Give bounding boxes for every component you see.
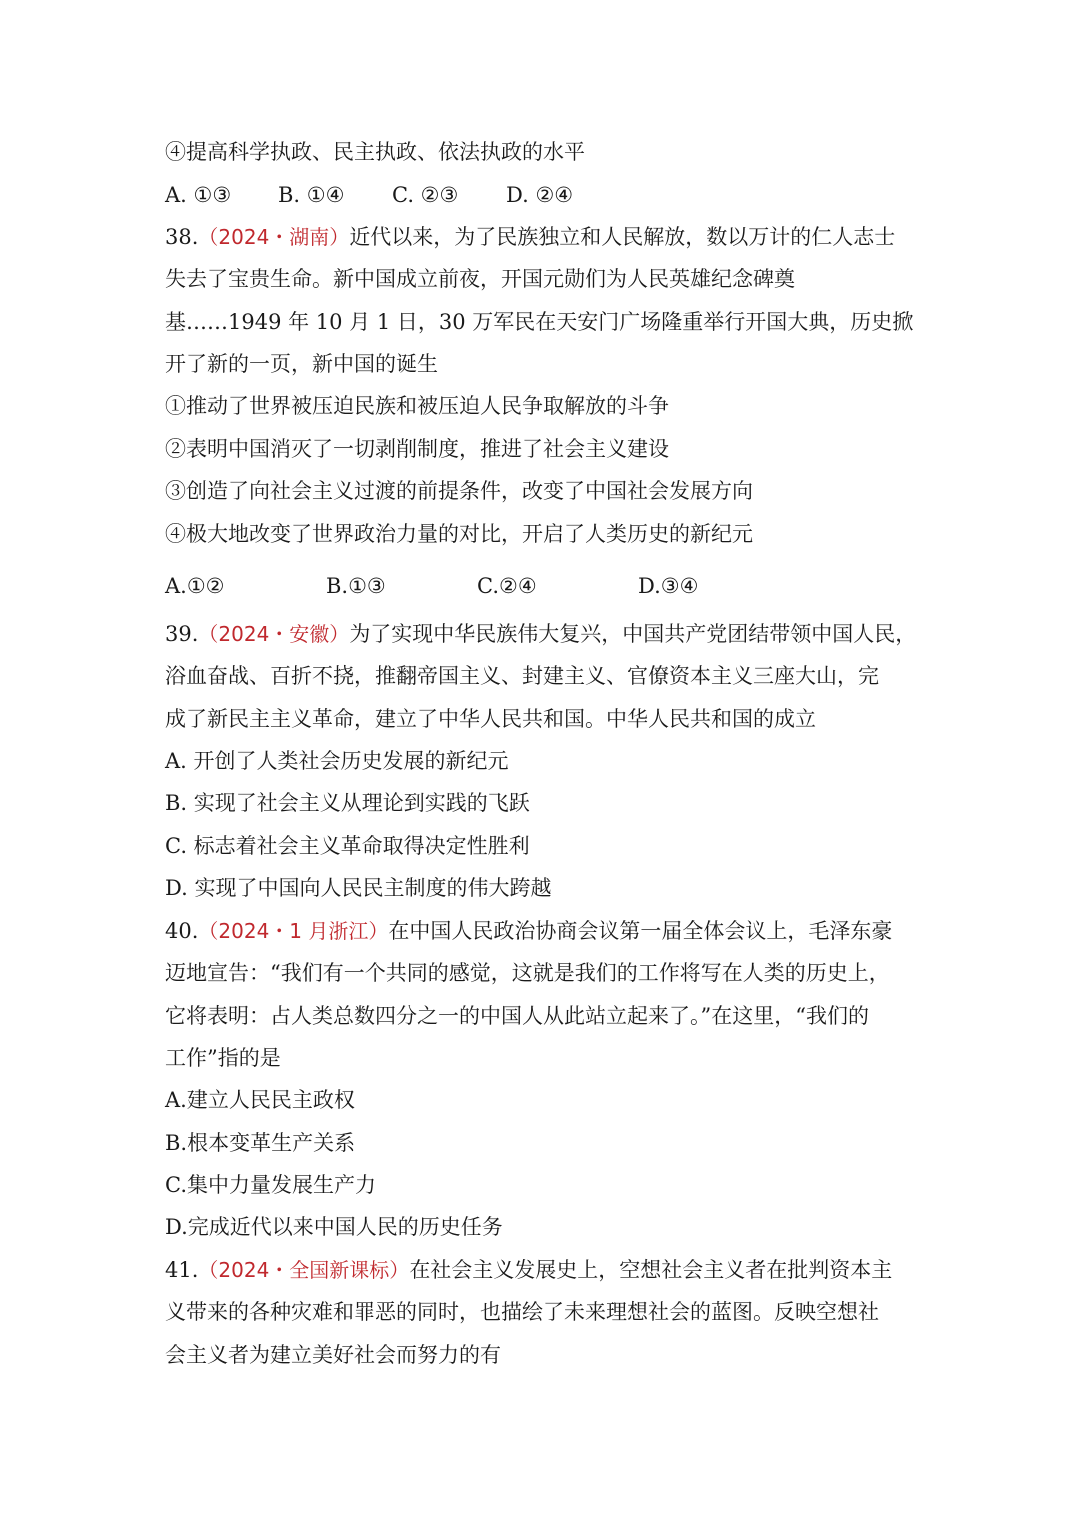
q39-option-c: C. 标志着社会主义革命取得决定性胜利 <box>165 834 530 858</box>
q41-number: 41. <box>165 1258 199 1282</box>
q38-option-b: B.①③ <box>326 574 386 598</box>
q40-stem-text: 在中国人民政治协商会议第一届全体会议上，毛泽东豪 <box>388 919 893 943</box>
q39-option-d: D. 实现了中国向人民民主制度的伟大跨越 <box>165 876 552 900</box>
q38-option-c: C.②④ <box>477 574 537 598</box>
q40-stem-line-1 <box>165 917 892 945</box>
q38-source-tag: （2024・湖南） <box>198 225 350 249</box>
q39-option-b: B. 实现了社会主义从理论到实践的飞跃 <box>165 791 530 815</box>
q38-stem-line-3: 基……1949 年 10 月 1 日，30 万军民在天安门广场隆重举行开国大典，历史掀 <box>165 310 914 334</box>
q39-stem-line-1 <box>165 620 916 648</box>
q37-option-c: C. ②③ <box>392 183 459 207</box>
q41-stem-line-1 <box>165 1256 892 1284</box>
q40-stem-line-3: 它将表明：占人类总数四分之一的中国人从此站立起来了。”在这里，“我们的 <box>165 1004 869 1028</box>
q38-statement-3: ③创造了向社会主义过渡的前提条件，改变了中国社会发展方向 <box>165 479 753 503</box>
q41-stem-line-3: 会主义者为建立美好社会而努力的有 <box>165 1343 501 1367</box>
q39-stem-line-3: 成了新民主主义革命，建立了中华人民共和国。中华人民共和国的成立 <box>165 707 816 731</box>
q37-option-b: B. ①④ <box>278 183 345 207</box>
q40-option-a: A.建立人民民主政权 <box>165 1088 355 1112</box>
q37-option-a: A. ①③ <box>165 183 232 207</box>
q41-stem-text: 在社会主义发展史上，空想社会主义者在批判资本主 <box>409 1258 893 1282</box>
q38-option-a: A.①② <box>165 574 225 598</box>
q40-source-tag: （2024・1 月浙江） <box>198 919 389 943</box>
q40-option-d: D.完成近代以来中国人民的历史任务 <box>165 1215 503 1239</box>
q38-stem-line-1 <box>165 223 895 251</box>
q37-statement-4: ④提高科学执政、民主执政、依法执政的水平 <box>165 140 585 164</box>
q37-option-d: D. ②④ <box>506 183 574 207</box>
q38-stem-line-4: 开了新的一页，新中国的诞生 <box>165 352 438 376</box>
q39-option-a: A. 开创了人类社会历史发展的新纪元 <box>165 749 509 773</box>
q37-options <box>165 181 865 209</box>
q38-options <box>165 572 865 600</box>
q38-option-d: D.③④ <box>638 574 699 598</box>
q38-statement-2: ②表明中国消灭了一切剥削制度，推进了社会主义建设 <box>165 437 669 461</box>
q40-number: 40. <box>165 919 199 943</box>
q38-stem-text: 近代以来，为了民族独立和人民解放，数以万计的仁人志士 <box>349 225 896 249</box>
q39-number: 39. <box>165 622 199 646</box>
q38-number: 38. <box>165 225 199 249</box>
q40-option-c: C.集中力量发展生产力 <box>165 1173 376 1197</box>
q38-statement-1: ①推动了世界被压迫民族和被压迫人民争取解放的斗争 <box>165 394 669 418</box>
q38-stem-line-2: 失去了宝贵生命。新中国成立前夜，开国元勋们为人民英雄纪念碑奠 <box>165 267 795 291</box>
q41-source-tag: （2024・全国新课标） <box>198 1258 410 1282</box>
q40-option-b: B.根本变革生产关系 <box>165 1131 356 1155</box>
q41-stem-line-2: 义带来的各种灾难和罪恶的同时，也描绘了未来理想社会的蓝图。反映空想社 <box>165 1300 879 1324</box>
q38-statement-4: ④极大地改变了世界政治力量的对比，开启了人类历史的新纪元 <box>165 522 753 546</box>
q39-source-tag: （2024・安徽） <box>198 622 350 646</box>
q40-stem-line-2: 迈地宣告：“我们有一个共同的感觉，这就是我们的工作将写在人类的历史上， <box>165 961 890 985</box>
q39-stem-text: 为了实现中华民族伟大复兴，中国共产党团结带领中国人民， <box>349 622 917 646</box>
q40-stem-line-4: 工作”指的是 <box>165 1046 281 1070</box>
q39-stem-line-2: 浴血奋战、百折不挠，推翻帝国主义、封建主义、官僚资本主义三座大山，完 <box>165 664 879 688</box>
